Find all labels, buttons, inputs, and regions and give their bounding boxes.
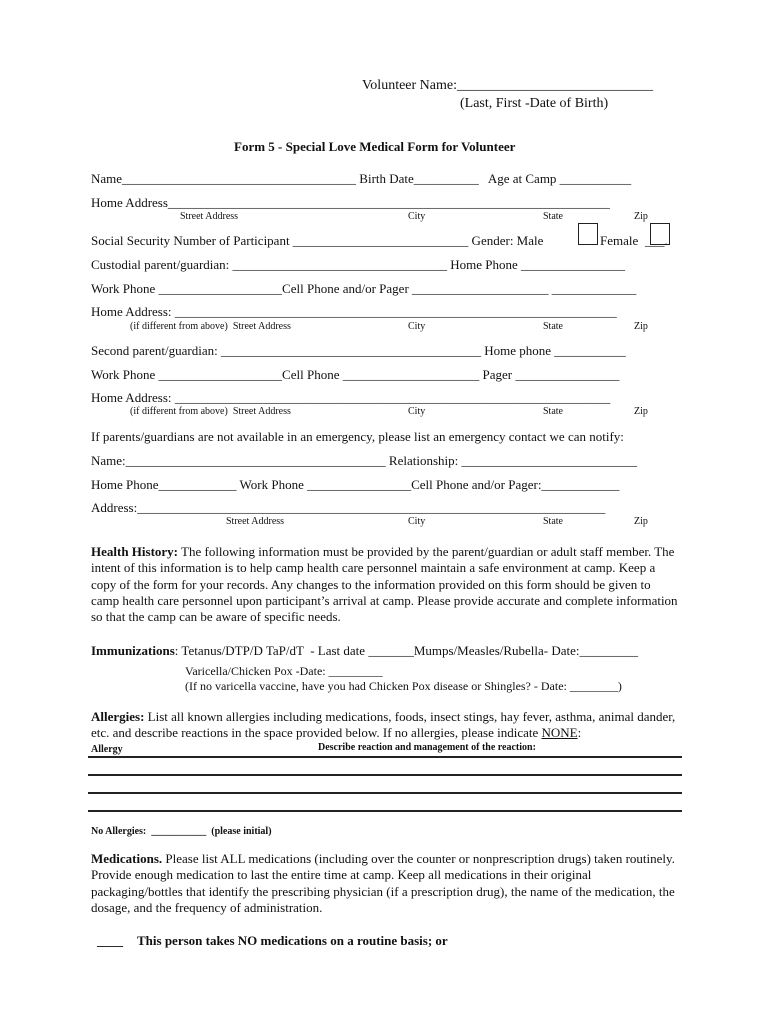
guardian2-work-phone-line[interactable]: Work Phone ___________________Cell Phone _____________________ Pager ________________ xyxy=(91,367,620,382)
street-address-label: Street Address xyxy=(226,516,285,527)
immunizations-line[interactable] xyxy=(91,643,638,658)
allergy-entry-line[interactable] xyxy=(88,792,682,794)
allergy-entry-line[interactable] xyxy=(88,774,682,776)
health-history-section xyxy=(91,544,681,625)
emergency-phone-line[interactable]: Home Phone____________ Work Phone ________________Cell Phone and/or Pager:____________ xyxy=(91,477,620,492)
participant-home-address-line[interactable]: Home Address____________________________________________________________________ xyxy=(91,195,610,210)
name-format-hint: (Last, First -Date of Birth) xyxy=(460,96,609,111)
immunizations-label: Immunizations xyxy=(91,643,175,658)
allergies-label: Allergies: xyxy=(91,709,145,724)
none-word: NONE xyxy=(541,725,578,741)
zip-label: Zip xyxy=(634,211,648,222)
volunteer-name-field[interactable]: Volunteer Name:____________________________ xyxy=(362,78,653,93)
health-history-label: Health History: xyxy=(91,544,179,559)
allergy-entry-line[interactable] xyxy=(88,756,682,758)
state-label: State xyxy=(543,321,563,332)
state-label: State xyxy=(543,406,563,417)
zip-label: Zip xyxy=(634,321,648,332)
state-label: State xyxy=(543,211,563,222)
medications-text: Please list ALL medications (including over the counter or nonprescription drugs) taken routinely. Provide enough medication to last the entire time at camp. Keep all medications in their original packaging/bottles that identify the prescribing physician (if a prescription drug), the name of the medication, the dosage, and the frequency of administration. xyxy=(91,851,675,915)
zip-label: Zip xyxy=(634,516,648,527)
no-medications-blank[interactable]: ____ xyxy=(97,933,123,948)
health-history-text: The following information must be provided by the parent/guardian or adult staff member. The intent of this information is to help camp health care personnel maintain a safe environment at camp. Keep a copy of the form for your records. Any changes to the information provided on this form should be given to camp health care personnel upon participant’s arrival at camp. Please provide accurate and complete information so that the camp can be aware of specific needs. xyxy=(91,544,678,625)
varicella-line[interactable]: Varicella/Chicken Pox -Date: _________ xyxy=(185,664,383,678)
emergency-name-line[interactable]: Name:________________________________________ Relationship: ___________________________ xyxy=(91,453,637,468)
city-label: City xyxy=(408,321,426,332)
allergies-text: List all known allergies including medications, foods, insect stings, hay fever, asthma, animal dander, etc. and describe reactions in the space provided below. If no allergies, please indicate xyxy=(91,709,676,741)
second-guardian-line[interactable]: Second parent/guardian: ________________________________________ Home phone ___________ xyxy=(91,343,626,358)
medications-label: Medications. xyxy=(91,851,163,866)
street-address-label: Street Address xyxy=(180,211,239,222)
city-label: City xyxy=(408,406,426,417)
gender-male-checkbox[interactable] xyxy=(578,223,598,245)
guardian1-work-phone-line[interactable]: Work Phone ___________________Cell Phone and/or Pager _____________________ _____________ xyxy=(91,281,637,296)
medications-section xyxy=(91,851,681,916)
guardian2-home-address-line[interactable]: Home Address: ___________________________________________________________________ xyxy=(91,390,611,405)
female-label: Female xyxy=(600,233,639,248)
allergy-entry-line[interactable] xyxy=(88,810,682,812)
no-medications-statement: This person takes NO medications on a routine basis; or xyxy=(137,933,448,948)
reaction-column-header: Describe reaction and management of the reaction: xyxy=(318,742,536,753)
allergies-text-end: : xyxy=(577,725,582,741)
form-title: Form 5 - Special Love Medical Form for Volunteer xyxy=(234,139,516,154)
allergies-section xyxy=(91,709,681,742)
city-label: City xyxy=(408,516,426,527)
guardian1-home-address-line[interactable]: Home Address: ____________________________________________________________________ xyxy=(91,304,617,319)
no-allergies-initial-field[interactable]: No Allergies: ___________ (please initial) xyxy=(91,826,272,837)
custodial-guardian-line[interactable]: Custodial parent/guardian: _________________________________ Home Phone ________________ xyxy=(91,257,626,272)
zip-label: Zip xyxy=(634,406,648,417)
if-different-label: (if different from above) Street Address xyxy=(130,321,291,332)
state-label: State xyxy=(543,516,563,527)
female-blank[interactable]: ___. xyxy=(645,233,668,248)
allergy-column-header: Allergy xyxy=(91,744,123,755)
emergency-instruction: If parents/guardians are not available in an emergency, please list an emergency contact we can notify: xyxy=(91,429,624,444)
varicella-note[interactable]: (If no varicella vaccine, have you had Chicken Pox disease or Shingles? - Date: ________) xyxy=(185,679,622,693)
city-label: City xyxy=(408,211,426,222)
if-different-label: (if different from above) Street Address xyxy=(130,406,291,417)
emergency-address-line[interactable]: Address:________________________________________________________________________ xyxy=(91,500,606,515)
participant-name-line[interactable]: Name____________________________________ Birth Date__________ Age at Camp ___________ xyxy=(91,171,632,186)
immunizations-fields[interactable]: : Tetanus/DTP/D TaP/dT - Last date _______Mumps/Measles/Rubella- Date:_________ xyxy=(174,643,639,658)
ssn-gender-line[interactable]: Social Security Number of Participant ___________________________ Gender: Male xyxy=(91,233,544,248)
